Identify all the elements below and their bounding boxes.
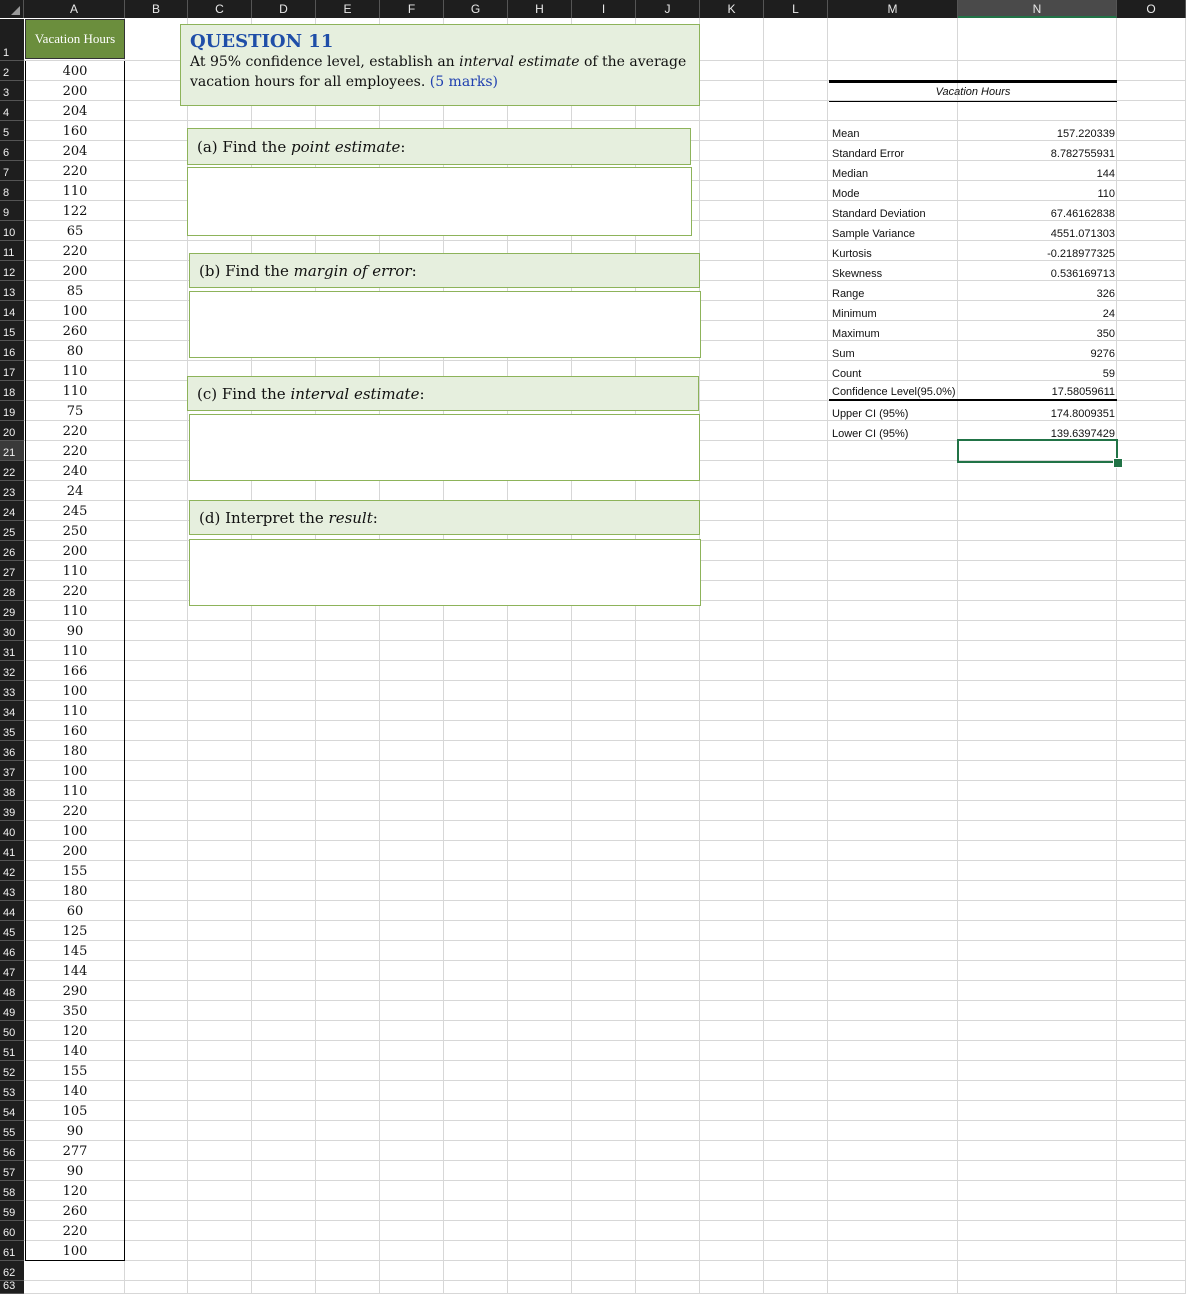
gridline-horizontal xyxy=(24,820,1186,821)
row-header-4[interactable]: 4 xyxy=(0,101,24,121)
vacation-hours-cell[interactable]: 220 xyxy=(25,421,125,441)
row-header-11[interactable]: 11 xyxy=(0,241,24,261)
row-header-40[interactable]: 40 xyxy=(0,821,24,841)
gridline-horizontal xyxy=(24,1200,1186,1201)
subquestion-a-prefix: (a) Find the xyxy=(197,137,287,156)
gridline-horizontal xyxy=(24,640,1186,641)
row-header-59[interactable]: 59 xyxy=(0,1201,24,1221)
row-header-61[interactable]: 61 xyxy=(0,1241,24,1261)
row-header-15[interactable]: 15 xyxy=(0,321,24,341)
subquestion-b-emphasis: margin of error xyxy=(293,261,412,280)
vacation-hours-cell[interactable]: 122 xyxy=(25,201,125,221)
row-header-45[interactable]: 45 xyxy=(0,921,24,941)
row-header-16[interactable]: 16 xyxy=(0,341,24,361)
vacation-hours-cell[interactable]: 160 xyxy=(25,121,125,141)
vacation-hours-cell[interactable]: 400 xyxy=(25,61,125,81)
column-header-n[interactable]: N xyxy=(958,0,1117,18)
stat-label[interactable]: Standard Deviation xyxy=(832,208,926,220)
row-header-6[interactable]: 6 xyxy=(0,141,24,161)
vacation-hours-cell[interactable]: 277 xyxy=(25,1141,125,1161)
vacation-hours-cell[interactable]: 90 xyxy=(25,1161,125,1181)
question-text-part2: of the average vacation hours for all employees. xyxy=(190,54,687,90)
vacation-hours-cell[interactable]: 290 xyxy=(25,981,125,1001)
vacation-hours-cell[interactable]: 120 xyxy=(25,1181,125,1201)
stat-value[interactable]: 9276 xyxy=(1090,348,1115,360)
column-header-g[interactable]: G xyxy=(444,0,508,18)
column-header-i[interactable]: I xyxy=(572,0,636,18)
row-header-3[interactable]: 3 xyxy=(0,81,24,101)
row-header-55[interactable]: 55 xyxy=(0,1121,24,1141)
stat-label[interactable]: Skewness xyxy=(832,268,883,280)
row-header-12[interactable]: 12 xyxy=(0,261,24,281)
vacation-hours-cell[interactable]: 90 xyxy=(25,1121,125,1141)
row-header-44[interactable]: 44 xyxy=(0,901,24,921)
stat-value[interactable]: 110 xyxy=(1097,188,1115,200)
gridline-horizontal xyxy=(24,960,1186,961)
vacation-hours-cell[interactable]: 204 xyxy=(25,101,125,121)
row-header-39[interactable]: 39 xyxy=(0,801,24,821)
vacation-hours-cell[interactable]: 200 xyxy=(25,81,125,101)
vacation-hours-cell[interactable]: 24 xyxy=(25,481,125,501)
gridline-horizontal xyxy=(24,1140,1186,1141)
gridline-horizontal xyxy=(24,240,1186,241)
row-header-56[interactable]: 56 xyxy=(0,1141,24,1161)
stat-value[interactable]: 59 xyxy=(1102,368,1115,380)
column-header-l[interactable]: L xyxy=(764,0,828,18)
stat-label[interactable]: Range xyxy=(832,288,865,300)
row-header-49[interactable]: 49 xyxy=(0,1001,24,1021)
gridline-horizontal xyxy=(24,1100,1186,1101)
answer-box-c[interactable] xyxy=(189,414,700,481)
row-header-24[interactable]: 24 xyxy=(0,501,24,521)
gridline-horizontal xyxy=(24,1020,1186,1021)
stat-value[interactable]: 157.220339 xyxy=(1056,128,1115,140)
vacation-hours-cell[interactable]: 200 xyxy=(25,841,125,861)
vacation-hours-cell[interactable]: 200 xyxy=(25,541,125,561)
row-header-43[interactable]: 43 xyxy=(0,881,24,901)
gridline-horizontal xyxy=(24,840,1186,841)
row-header-31[interactable]: 31 xyxy=(0,641,24,661)
gridline-horizontal xyxy=(24,1260,1186,1261)
stat-label[interactable]: Count xyxy=(832,368,862,380)
vacation-hours-cell[interactable]: 166 xyxy=(25,661,125,681)
vacation-hours-cell[interactable]: 110 xyxy=(25,361,125,381)
row-header-42[interactable]: 42 xyxy=(0,861,24,881)
vacation-hours-cell[interactable]: 350 xyxy=(25,1001,125,1021)
row-header-27[interactable]: 27 xyxy=(0,561,24,581)
gridline-vertical xyxy=(1116,18,1117,1294)
vacation-hours-cell[interactable]: 204 xyxy=(25,141,125,161)
row-header-20[interactable]: 20 xyxy=(0,421,24,441)
vacation-hours-cell[interactable]: 100 xyxy=(25,1241,125,1261)
vacation-hours-cell[interactable]: 220 xyxy=(25,241,125,261)
stat-label[interactable]: Maximum xyxy=(832,328,880,340)
row-header-2[interactable]: 2 xyxy=(0,61,24,81)
question-text-part1: At 95% confidence level, establish an xyxy=(190,54,460,70)
gridline-horizontal xyxy=(24,1160,1186,1161)
stats-bottom-rule xyxy=(829,399,1117,401)
vacation-hours-cell[interactable]: 200 xyxy=(25,261,125,281)
gridline-horizontal xyxy=(24,120,1186,121)
row-header-29[interactable]: 29 xyxy=(0,601,24,621)
vacation-hours-cell[interactable]: 180 xyxy=(25,881,125,901)
gridline-horizontal xyxy=(24,780,1186,781)
vacation-hours-cell[interactable]: 60 xyxy=(25,901,125,921)
selected-cell-n21[interactable] xyxy=(957,439,1118,463)
stat-label[interactable]: Kurtosis xyxy=(832,248,872,260)
vacation-hours-cell[interactable]: 110 xyxy=(25,641,125,661)
question-text-emphasis: interval estimate xyxy=(459,54,580,70)
gridline-vertical xyxy=(763,18,764,1294)
vacation-hours-cell[interactable]: 220 xyxy=(25,581,125,601)
vacation-hours-header[interactable]: Vacation Hours xyxy=(25,19,125,59)
row-header-19[interactable]: 19 xyxy=(0,401,24,421)
stat-label[interactable]: Mode xyxy=(832,188,860,200)
gridline-horizontal xyxy=(24,980,1186,981)
gridline-horizontal xyxy=(24,1120,1186,1121)
vacation-hours-cell[interactable]: 100 xyxy=(25,681,125,701)
subquestion-d-suffix: : xyxy=(372,508,378,527)
column-header-k[interactable]: K xyxy=(700,0,764,18)
row-header-28[interactable]: 28 xyxy=(0,581,24,601)
vacation-hours-cell[interactable]: 145 xyxy=(25,941,125,961)
gridline-horizontal xyxy=(24,900,1186,901)
vacation-hours-cell[interactable]: 220 xyxy=(25,161,125,181)
gridline-horizontal xyxy=(24,620,1186,621)
stat-label[interactable]: Minimum xyxy=(832,308,877,320)
row-header-46[interactable]: 46 xyxy=(0,941,24,961)
vacation-hours-cell[interactable]: 144 xyxy=(25,961,125,981)
subquestion-d[interactable] xyxy=(189,500,700,535)
vacation-hours-cell[interactable]: 90 xyxy=(25,621,125,641)
row-header-21[interactable]: 21 xyxy=(0,441,24,461)
vacation-hours-cell[interactable]: 240 xyxy=(25,461,125,481)
gridline-vertical xyxy=(699,18,700,1294)
vacation-hours-cell[interactable]: 100 xyxy=(25,301,125,321)
row-header-35[interactable]: 35 xyxy=(0,721,24,741)
row-header-5[interactable]: 5 xyxy=(0,121,24,141)
stat-value[interactable]: 24 xyxy=(1102,308,1115,320)
row-header-33[interactable]: 33 xyxy=(0,681,24,701)
subquestion-b-suffix: : xyxy=(411,261,417,280)
subquestion-c-prefix: (c) Find the xyxy=(197,384,286,403)
vacation-hours-cell[interactable]: 125 xyxy=(25,921,125,941)
row-header-9[interactable]: 9 xyxy=(0,201,24,221)
answer-box-a[interactable] xyxy=(187,167,692,236)
stat-value[interactable]: 174.8009351 xyxy=(1050,408,1115,420)
stat-label[interactable]: Confidence Level(95.0%) xyxy=(832,386,956,398)
column-header-j[interactable]: J xyxy=(636,0,700,18)
column-header-m[interactable]: M xyxy=(828,0,958,18)
row-header-37[interactable]: 37 xyxy=(0,761,24,781)
vacation-hours-cell[interactable]: 110 xyxy=(25,781,125,801)
subquestion-b-prefix: (b) Find the xyxy=(199,261,289,280)
vacation-hours-cell[interactable]: 250 xyxy=(25,521,125,541)
vacation-hours-cell[interactable]: 220 xyxy=(25,1221,125,1241)
answer-box-d[interactable] xyxy=(189,539,701,606)
vacation-hours-cell[interactable]: 260 xyxy=(25,1201,125,1221)
stat-value[interactable]: -0.218977325 xyxy=(1047,248,1115,260)
vacation-hours-cell[interactable]: 220 xyxy=(25,801,125,821)
stat-label[interactable]: Upper CI (95%) xyxy=(832,408,909,420)
subquestion-a-suffix: : xyxy=(400,137,406,156)
select-all-corner[interactable] xyxy=(0,0,24,18)
gridline-vertical xyxy=(957,18,958,1294)
gridline-horizontal xyxy=(24,920,1186,921)
gridline-horizontal xyxy=(24,740,1186,741)
descriptive-stats-title[interactable]: Vacation Hours xyxy=(829,80,1117,102)
stat-value[interactable]: 0.536169713 xyxy=(1050,268,1115,280)
stat-value[interactable]: 67.46162838 xyxy=(1050,208,1115,220)
column-header-b[interactable]: B xyxy=(125,0,188,18)
row-header-8[interactable]: 8 xyxy=(0,181,24,201)
vacation-hours-cell[interactable]: 140 xyxy=(25,1081,125,1101)
fill-handle[interactable] xyxy=(1113,458,1123,468)
stat-label[interactable]: Median xyxy=(832,168,869,180)
gridline-horizontal xyxy=(24,700,1186,701)
gridline-horizontal xyxy=(24,880,1186,881)
stat-value[interactable]: 144 xyxy=(1096,168,1115,180)
gridline-horizontal xyxy=(24,1060,1186,1061)
stat-value[interactable]: 4551.071303 xyxy=(1050,228,1115,240)
subquestion-b[interactable] xyxy=(189,253,700,288)
stat-label[interactable]: Mean xyxy=(832,128,860,140)
stat-value[interactable]: 8.782755931 xyxy=(1050,148,1115,160)
subquestion-d-emphasis: result xyxy=(328,508,373,527)
row-header-48[interactable]: 48 xyxy=(0,981,24,1001)
row-header-57[interactable]: 57 xyxy=(0,1161,24,1181)
row-header-38[interactable]: 38 xyxy=(0,781,24,801)
vacation-hours-cell[interactable]: 220 xyxy=(25,441,125,461)
row-header-47[interactable]: 47 xyxy=(0,961,24,981)
column-header-e[interactable]: E xyxy=(316,0,380,18)
stat-value[interactable]: 139.6397429 xyxy=(1050,428,1115,440)
gridline-horizontal xyxy=(24,940,1186,941)
stat-value[interactable]: 17.58059611 xyxy=(1051,386,1115,398)
vacation-hours-cell[interactable]: 85 xyxy=(25,281,125,301)
answer-box-b[interactable] xyxy=(189,291,701,358)
question-text xyxy=(190,52,690,92)
row-header-52[interactable]: 52 xyxy=(0,1061,24,1081)
row-header-32[interactable]: 32 xyxy=(0,661,24,681)
question-box[interactable] xyxy=(180,24,700,106)
gridline-horizontal xyxy=(24,1240,1186,1241)
row-header-60[interactable]: 60 xyxy=(0,1221,24,1241)
stat-label[interactable]: Sample Variance xyxy=(832,228,915,240)
vacation-hours-cell[interactable]: 100 xyxy=(25,761,125,781)
vacation-hours-cell[interactable]: 105 xyxy=(25,1101,125,1121)
row-header-17[interactable]: 17 xyxy=(0,361,24,381)
vacation-hours-cell[interactable]: 155 xyxy=(25,1061,125,1081)
stat-label[interactable]: Lower CI (95%) xyxy=(832,428,909,440)
column-header-a[interactable]: A xyxy=(24,0,125,18)
vacation-hours-cell[interactable]: 155 xyxy=(25,861,125,881)
vacation-hours-cell[interactable]: 110 xyxy=(25,181,125,201)
vacation-hours-cell[interactable]: 140 xyxy=(25,1041,125,1061)
gridline-horizontal xyxy=(24,860,1186,861)
column-header-f[interactable]: F xyxy=(380,0,444,18)
vacation-hours-cell[interactable]: 260 xyxy=(25,321,125,341)
vacation-hours-cell[interactable]: 100 xyxy=(25,821,125,841)
vacation-hours-cell[interactable]: 120 xyxy=(25,1021,125,1041)
row-header-63[interactable]: 63 xyxy=(0,1281,24,1294)
stat-value[interactable]: 350 xyxy=(1096,328,1115,340)
gridline-horizontal xyxy=(24,360,1186,361)
stat-value[interactable]: 326 xyxy=(1096,288,1115,300)
gridline-horizontal xyxy=(24,680,1186,681)
row-header-58[interactable]: 58 xyxy=(0,1181,24,1201)
vacation-hours-cell[interactable]: 110 xyxy=(25,701,125,721)
gridline-horizontal xyxy=(24,760,1186,761)
row-header-26[interactable]: 26 xyxy=(0,541,24,561)
gridline-horizontal xyxy=(24,660,1186,661)
column-header-o[interactable]: O xyxy=(1117,0,1186,18)
subquestion-d-prefix: (d) Interpret the xyxy=(199,508,324,527)
vacation-hours-cell[interactable]: 65 xyxy=(25,221,125,241)
vacation-hours-cell[interactable]: 110 xyxy=(25,381,125,401)
subquestion-c-suffix: : xyxy=(419,384,425,403)
row-header-34[interactable]: 34 xyxy=(0,701,24,721)
row-header-14[interactable]: 14 xyxy=(0,301,24,321)
row-header-1[interactable]: 1 xyxy=(0,19,24,61)
vacation-hours-cell[interactable]: 110 xyxy=(25,601,125,621)
row-header-62[interactable]: 62 xyxy=(0,1261,24,1281)
row-header-13[interactable]: 13 xyxy=(0,281,24,301)
row-header-50[interactable]: 50 xyxy=(0,1021,24,1041)
row-header-53[interactable]: 53 xyxy=(0,1081,24,1101)
gridline-vertical xyxy=(827,18,828,1294)
gridline-horizontal xyxy=(24,800,1186,801)
gridline-horizontal xyxy=(24,1180,1186,1181)
subquestion-c[interactable] xyxy=(187,376,699,411)
gridline-horizontal xyxy=(24,1220,1186,1221)
vacation-hours-cell[interactable]: 245 xyxy=(25,501,125,521)
gridline-horizontal xyxy=(24,720,1186,721)
row-header-30[interactable]: 30 xyxy=(0,621,24,641)
question-marks: (5 marks) xyxy=(429,74,498,90)
stat-label[interactable]: Standard Error xyxy=(832,148,905,160)
row-header-7[interactable]: 7 xyxy=(0,161,24,181)
row-header-54[interactable]: 54 xyxy=(0,1101,24,1121)
vacation-hours-cell[interactable]: 110 xyxy=(25,561,125,581)
row-header-23[interactable]: 23 xyxy=(0,481,24,501)
gridline-horizontal xyxy=(24,1000,1186,1001)
gridline-horizontal xyxy=(24,1040,1186,1041)
row-header-22[interactable]: 22 xyxy=(0,461,24,481)
row-header-10[interactable]: 10 xyxy=(0,221,24,241)
vacation-hours-cell[interactable]: 160 xyxy=(25,721,125,741)
column-header-d[interactable]: D xyxy=(252,0,316,18)
stat-label[interactable]: Sum xyxy=(832,348,855,360)
vacation-hours-cell[interactable]: 75 xyxy=(25,401,125,421)
row-header-51[interactable]: 51 xyxy=(0,1041,24,1061)
column-header-c[interactable]: C xyxy=(188,0,252,18)
vacation-hours-cell[interactable]: 80 xyxy=(25,341,125,361)
subquestion-c-emphasis: interval estimate xyxy=(290,384,420,403)
row-header-36[interactable]: 36 xyxy=(0,741,24,761)
row-header-41[interactable]: 41 xyxy=(0,841,24,861)
gridline-horizontal xyxy=(24,1080,1186,1081)
question-title: QUESTION 11 xyxy=(190,31,334,52)
row-header-18[interactable]: 18 xyxy=(0,381,24,401)
vacation-hours-cell[interactable]: 180 xyxy=(25,741,125,761)
column-header-h[interactable]: H xyxy=(508,0,572,18)
subquestion-a[interactable] xyxy=(187,128,691,165)
subquestion-a-emphasis: point estimate xyxy=(291,137,401,156)
row-header-25[interactable]: 25 xyxy=(0,521,24,541)
gridline-horizontal xyxy=(24,1280,1186,1281)
